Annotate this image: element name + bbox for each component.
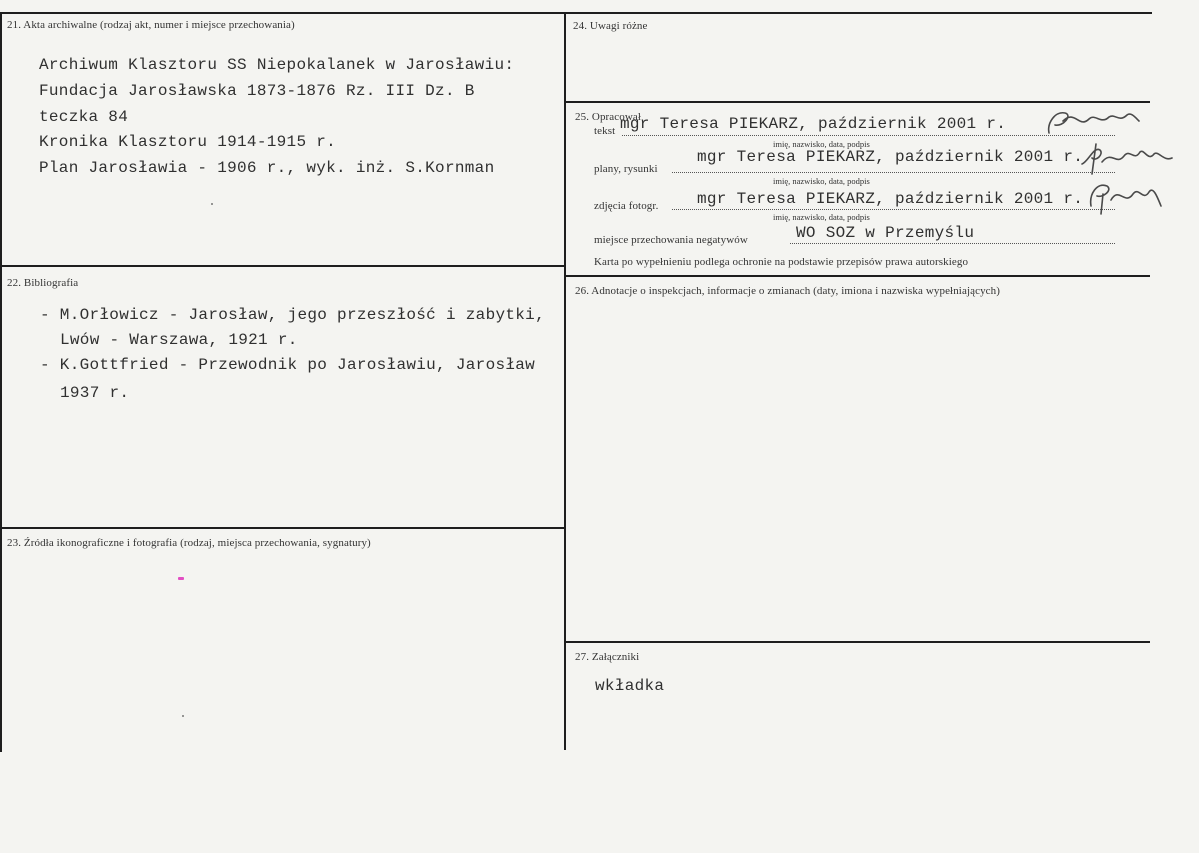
bibliography-line-4: 1937 r. [60,384,130,402]
section-21-label: 21. Akta archiwalne (rodzaj akt, numer i miejsce przechowania) [7,19,295,31]
paper-speck [211,203,213,205]
bibliography-line-3: - K.Gottfried - Przewodnik po Jarosławiu, Jarosław [40,356,536,374]
section-25-label: 25. Opracował [575,111,642,123]
section-22-label: 22. Bibliografia [7,277,79,289]
divider-26-27 [566,641,1150,643]
divider-22-23 [0,527,564,529]
left-border [0,12,2,752]
section-27-label: 27. Załączniki [575,651,640,663]
section-24-label: 24. Uwagi różne [573,20,648,32]
section-23-label: 23. Źródła ikonograficzne i fotografia (rodzaj, miejsca przechowania, sygnatury) [7,537,371,549]
signature-plany [1078,140,1178,178]
divider-25-26 [566,275,1150,277]
zdjecia-label: zdjęcia fotogr. [594,200,659,212]
archive-line-4: Kronika Klasztoru 1914-1915 r. [39,133,337,151]
tekst-dotted-line [622,135,1115,136]
plany-caption: imię, nazwisko, data, podpis [773,176,870,186]
zdjecia-caption: imię, nazwisko, data, podpis [773,212,870,222]
negatywy-value: WO SOZ w Przemyślu [796,224,975,242]
attachment-value: wkładka [595,677,665,695]
bibliography-line-1: - M.Orłowicz - Jarosław, jego przeszłość i zabytki, [40,306,545,324]
section-26-label: 26. Adnotacje o inspekcjach, informacje o zmianach (daty, imiona i nazwiska wypełniających) [575,285,1001,297]
bibliography-line-2: Lwów - Warszawa, 1921 r. [60,331,298,349]
zdjecia-value: mgr Teresa PIEKARZ, październik 2001 r. [697,190,1084,208]
plany-label: plany, rysunki [594,163,658,175]
plany-dotted-line [672,172,1115,173]
divider-21-22 [0,265,564,267]
tekst-caption: imię, nazwisko, data, podpis [773,139,870,149]
negatywy-dotted-line [790,243,1115,244]
archive-line-2: Fundacja Jarosławska 1873-1876 Rz. III Dz. B [39,82,475,100]
archive-line-1: Archiwum Klasztoru SS Niepokalanek w Jarosławiu: [39,56,515,74]
copyright-note: Karta po wypełnieniu podlega ochronie na podstawie przepisów prawa autorskiego [594,256,969,268]
signature-tekst [1045,103,1145,143]
pink-marker-dot [178,577,184,580]
center-divider [564,12,566,750]
negatywy-label: miejsce przechowania negatywów [594,234,748,246]
plany-value: mgr Teresa PIEKARZ, październik 2001 r. [697,148,1084,166]
tekst-label: tekst [594,125,616,137]
signature-zdjecia [1085,178,1165,216]
paper-speck-2 [182,715,184,717]
archive-line-3: teczka 84 [39,108,129,126]
zdjecia-dotted-line [672,209,1115,210]
tekst-value: mgr Teresa PIEKARZ, październik 2001 r. [620,115,1007,133]
archive-line-5: Plan Jarosławia - 1906 r., wyk. inż. S.Kornman [39,159,495,177]
top-border [0,12,1152,14]
